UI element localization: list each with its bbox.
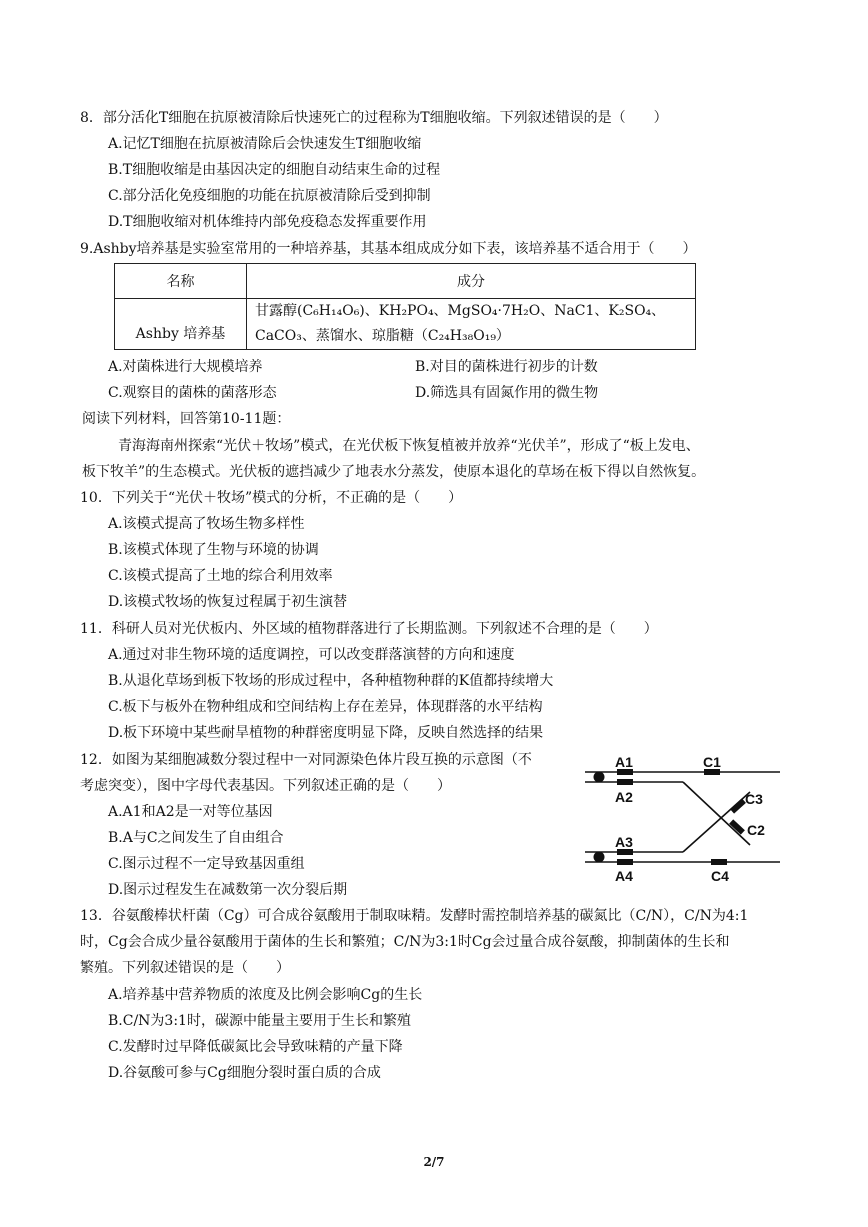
q12-option-a: A.A1和A2是一对等位基因 <box>108 804 273 820</box>
reading-paragraph-line-1: 青海海南州探索“光伏＋牧场”模式，在光伏板下恢复植被并放养“光伏羊”，形成了“板上发电、 <box>118 438 700 454</box>
q10-option-b: B.该模式体现了生物与环境的协调 <box>108 542 319 558</box>
reading-paragraph-line-2: 板下牧羊”的生态模式。光伏板的遮挡减少了地表水分蒸发，使原本退化的草场在板下得以自然恢复。 <box>82 464 706 480</box>
gene-a4-mark <box>617 859 633 865</box>
q8-option-b: B.T细胞收缩是由基因决定的细胞自动结束生命的过程 <box>108 162 441 178</box>
gene-c4-mark <box>711 859 727 865</box>
q12-option-b: B.A与C之间发生了自由组合 <box>108 830 284 846</box>
label-c2: C2 <box>747 822 765 838</box>
q12-stem-line-2: 考虑突变），图中字母代表基因。下列叙述正确的是（ ） <box>80 778 451 794</box>
q9-option-d: D.筛选具有固氮作用的微生物 <box>415 385 599 401</box>
q13-option-b: B.C/N为3:1时，碳源中能量主要用于生长和繁殖 <box>108 1013 411 1029</box>
q12-option-d: D.图示过程发生在减数第一次分裂后期 <box>108 882 348 898</box>
composition-line-2: CaCO₃、蒸馏水、琼脂糖（C₂₄H₃₈O₁₉） <box>255 328 510 344</box>
q13-stem-line-2: 时，Cg会合成少量谷氨酸用于菌体的生长和繁殖；C/N为3:1时Cg会过量合成谷氨酸，抑制菌体的生长和 <box>80 934 730 950</box>
label-c4: C4 <box>711 868 729 884</box>
label-a1: A1 <box>615 755 633 770</box>
label-c3: C3 <box>745 791 763 807</box>
q9-stem: 9.Ashby培养基是实验室常用的一种培养基，其基本组成成分如下表，该培养基不适合用于（ ） <box>80 241 697 257</box>
label-a4: A4 <box>615 868 633 884</box>
centromere-lower <box>594 852 605 863</box>
q13-stem-line-1: 13．谷氨酸棒状杆菌（Cg）可合成谷氨酸用于制取味精。发酵时需控制培养基的碳氮比（C/N），C/N为4:1 <box>80 908 749 924</box>
q13-option-a: A.培养基中营养物质的浓度及比例会影响Cg的生长 <box>108 987 423 1003</box>
label-a2: A2 <box>615 789 633 805</box>
page-number: 2/7 <box>423 1155 445 1169</box>
composition-line-1: 甘露醇(C₆H₁₄O₆)、KH₂PO₄、MgSO₄·7H₂O、NaC1、K₂SO₄、 <box>255 303 666 319</box>
q8-option-c: C.部分活化免疫细胞的功能在抗原被清除后受到抑制 <box>108 188 431 204</box>
q12-option-c: C.图示过程不一定导致基因重组 <box>108 856 305 872</box>
q13-stem-line-3: 繁殖。下列叙述错误的是（ ） <box>80 960 290 976</box>
q9-option-a: A.对菌株进行大规模培养 <box>108 359 263 375</box>
gene-c3-mark <box>730 798 746 813</box>
table-header-name: 名称 <box>115 264 247 299</box>
gene-a2-mark <box>617 779 633 785</box>
q10-option-c: C.该模式提高了土地的综合利用效率 <box>108 568 333 584</box>
q11-option-d: D.板下环境中某些耐旱植物的种群密度明显下降，反映自然选择的结果 <box>108 725 544 741</box>
q11-stem: 11．科研人员对光伏板内、外区域的植物群落进行了长期监测。下列叙述不合理的是（ ） <box>80 621 658 637</box>
q12-stem-line-1: 12．如图为某细胞减数分裂过程中一对同源染色体片段互换的示意图（不 <box>80 752 532 768</box>
reading-intro: 阅读下列材料，回答第10-11题： <box>82 411 291 427</box>
q11-option-a: A.通过对非生物环境的适度调控，可以改变群落演替的方向和速度 <box>108 647 515 663</box>
q13-option-c: C.发酵时过早降低碳氮比会导致味精的产量下降 <box>108 1039 403 1055</box>
q8-option-d: D.T细胞收缩对机体维持内部免疫稳态发挥重要作用 <box>108 214 427 230</box>
q8-option-a: A.记忆T细胞在抗原被清除后会快速发生T细胞收缩 <box>108 136 422 152</box>
q10-option-d: D.该模式牧场的恢复过程属于初生演替 <box>108 594 348 610</box>
chromosome-crossover-figure <box>585 755 785 885</box>
centromere-upper <box>594 772 605 783</box>
q9-option-b: B.对目的菌株进行初步的计数 <box>415 359 598 375</box>
label-c1: C1 <box>703 755 721 770</box>
q8-stem: 8．部分活化T细胞在抗原被清除后快速死亡的过程称为T细胞收缩。下列叙述错误的是（ ） <box>80 110 668 126</box>
q10-stem: 10．下列关于“光伏＋牧场”模式的分析，不正确的是（ ） <box>80 490 463 506</box>
table-header-composition: 成分 <box>247 264 696 299</box>
table-cell-composition <box>247 299 696 350</box>
q11-option-b: B.从退化草场到板下牧场的形成过程中，各种植物种群的K值都持续增大 <box>108 673 554 689</box>
q9-option-c: C.观察目的菌株的菌落形态 <box>108 385 277 401</box>
label-a3: A3 <box>615 834 633 850</box>
q11-option-c: C.板下与板外在物种组成和空间结构上存在差异，体现群落的水平结构 <box>108 699 543 715</box>
q10-option-a: A.该模式提高了牧场生物多样性 <box>108 516 305 532</box>
table-cell-medium-name: Ashby 培养基 <box>115 299 247 350</box>
ashby-composition-table <box>114 263 696 350</box>
q13-option-d: D.谷氨酸可参与Cg细胞分裂时蛋白质的合成 <box>108 1065 381 1081</box>
